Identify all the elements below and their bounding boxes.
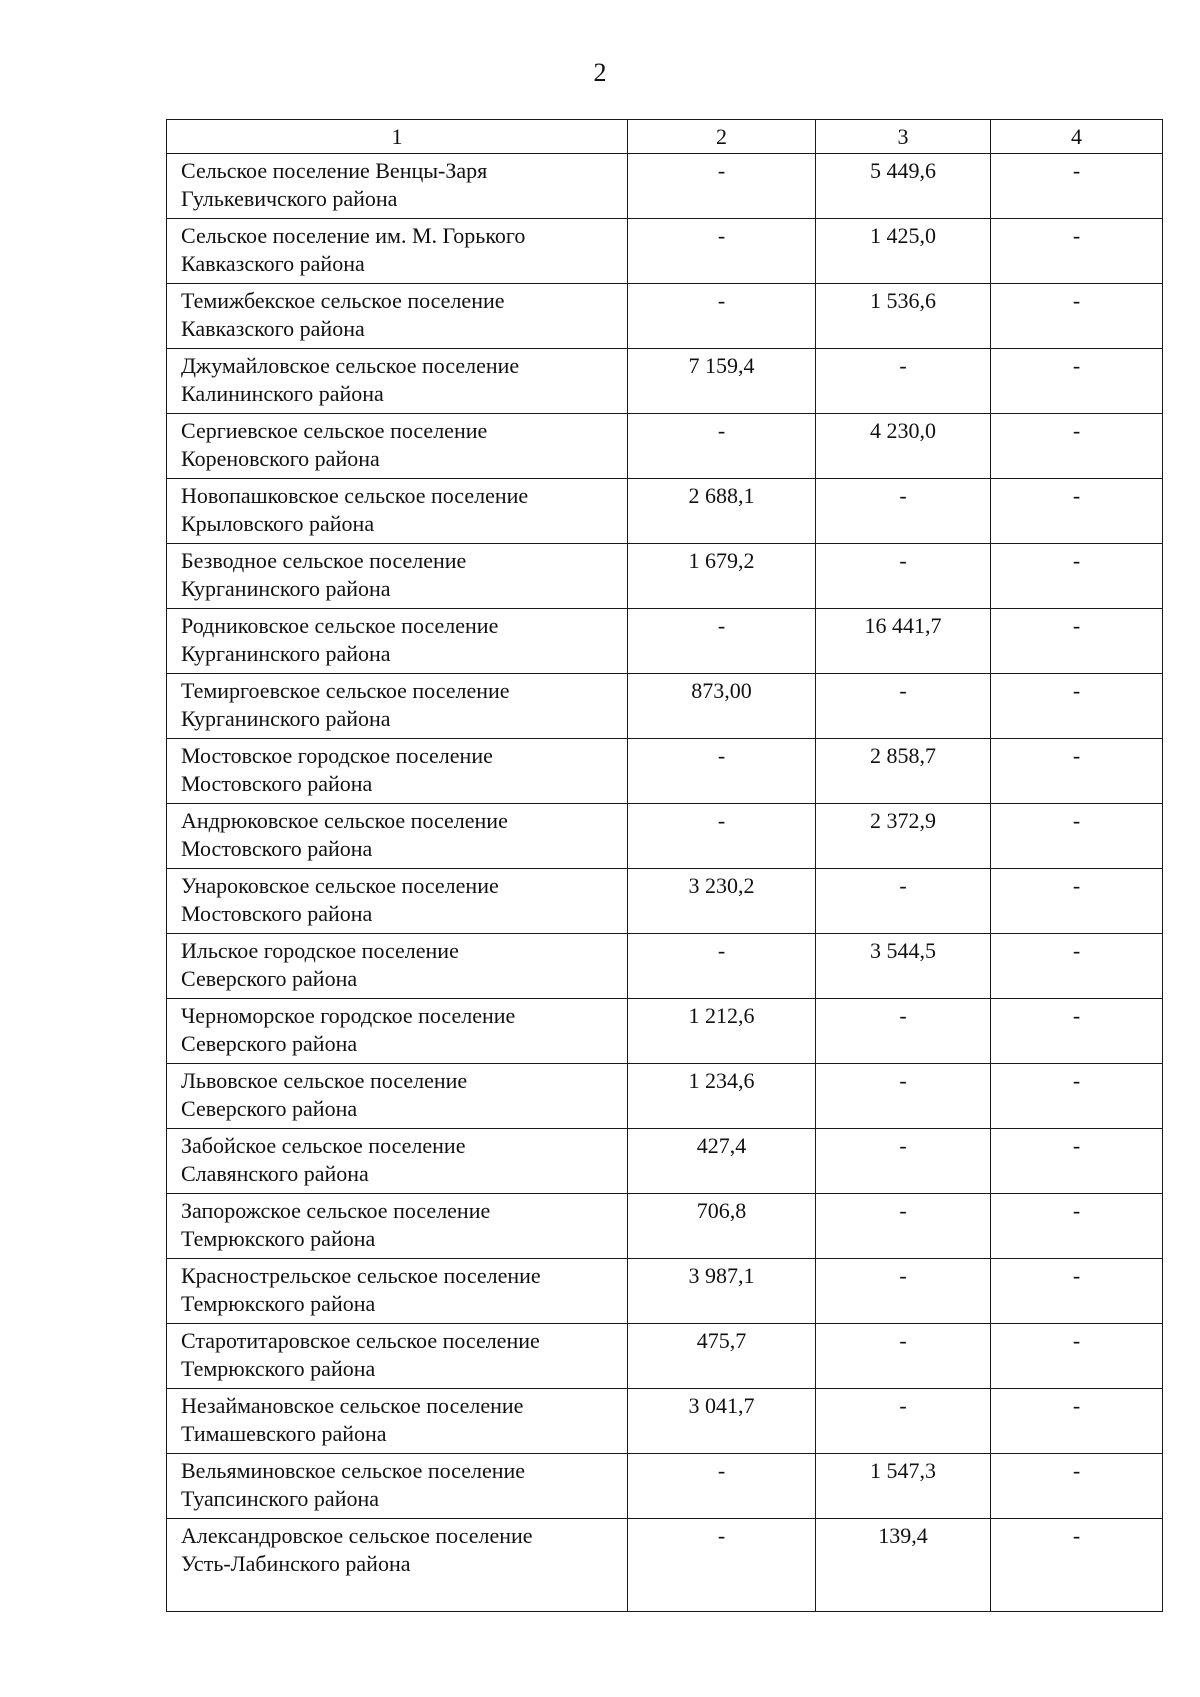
table-row bbox=[167, 1259, 1163, 1324]
settlement-name-cell bbox=[167, 869, 628, 934]
district-name: Мостовского района bbox=[181, 901, 373, 926]
settlement-name: Сергиевское сельское поселение bbox=[181, 418, 488, 443]
amount-cell-column-2: - bbox=[628, 739, 816, 804]
amount-cell-column-2: 427,4 bbox=[628, 1129, 816, 1194]
amount-cell-column-2: 7 159,4 bbox=[628, 349, 816, 414]
settlement-name: Краснострельское сельское поселение bbox=[181, 1263, 541, 1288]
district-name: Крыловского района bbox=[181, 511, 375, 536]
table-row bbox=[167, 739, 1163, 804]
amount-cell-column-4: - bbox=[991, 999, 1163, 1064]
amount-cell-column-3: 3 544,5 bbox=[816, 934, 991, 999]
table-row bbox=[167, 609, 1163, 674]
table-row bbox=[167, 349, 1163, 414]
settlement-name-cell bbox=[167, 154, 628, 219]
district-name: Калининского района bbox=[181, 381, 384, 406]
amount-cell-column-2: 1 212,6 bbox=[628, 999, 816, 1064]
amount-cell-column-2: 2 688,1 bbox=[628, 479, 816, 544]
amount-cell-column-4: - bbox=[991, 414, 1163, 479]
district-name: Туапсинского района bbox=[181, 1486, 379, 1511]
table-row bbox=[167, 804, 1163, 869]
settlement-name: Темижбекское сельское поселение bbox=[181, 288, 505, 313]
allocation-table bbox=[166, 119, 1163, 1612]
table-row bbox=[167, 544, 1163, 609]
settlement-name-cell bbox=[167, 1389, 628, 1454]
amount-cell-column-2: - bbox=[628, 804, 816, 869]
district-name: Мостовского района bbox=[181, 836, 373, 861]
amount-cell-column-4: - bbox=[991, 869, 1163, 934]
settlement-name: Черноморское городское поселение bbox=[181, 1003, 516, 1028]
amount-cell-column-3: 1 536,6 bbox=[816, 284, 991, 349]
settlement-name-cell bbox=[167, 414, 628, 479]
amount-cell-column-4: - bbox=[991, 1129, 1163, 1194]
table-row bbox=[167, 219, 1163, 284]
amount-cell-column-3: 16 441,7 bbox=[816, 609, 991, 674]
district-name: Темрюкского района bbox=[181, 1356, 376, 1381]
settlement-name-cell bbox=[167, 1259, 628, 1324]
settlement-name: Темиргоевское сельское поселение bbox=[181, 678, 510, 703]
table-row bbox=[167, 1389, 1163, 1454]
amount-cell-column-4: - bbox=[991, 154, 1163, 219]
amount-cell-column-3: 139,4 bbox=[816, 1519, 991, 1612]
table-row bbox=[167, 674, 1163, 739]
settlement-name-cell bbox=[167, 1519, 628, 1612]
amount-cell-column-2: 475,7 bbox=[628, 1324, 816, 1389]
amount-cell-column-2: 706,8 bbox=[628, 1194, 816, 1259]
amount-cell-column-3: - bbox=[816, 479, 991, 544]
settlement-name-cell bbox=[167, 479, 628, 544]
amount-cell-column-3: - bbox=[816, 544, 991, 609]
amount-cell-column-3: 2 858,7 bbox=[816, 739, 991, 804]
column-header: 4 bbox=[991, 120, 1163, 154]
amount-cell-column-3: - bbox=[816, 1389, 991, 1454]
table-row bbox=[167, 1064, 1163, 1129]
district-name: Курганинского района bbox=[181, 706, 391, 731]
amount-cell-column-4: - bbox=[991, 609, 1163, 674]
settlement-name-cell bbox=[167, 804, 628, 869]
settlement-name-cell bbox=[167, 1064, 628, 1129]
settlement-name: Родниковское сельское поселение bbox=[181, 613, 499, 638]
column-header: 3 bbox=[816, 120, 991, 154]
settlement-name-cell bbox=[167, 219, 628, 284]
amount-cell-column-3: - bbox=[816, 674, 991, 739]
settlement-name-cell bbox=[167, 934, 628, 999]
settlement-name-cell bbox=[167, 1324, 628, 1389]
settlement-name-cell bbox=[167, 609, 628, 674]
amount-cell-column-2: - bbox=[628, 219, 816, 284]
settlement-name-cell bbox=[167, 739, 628, 804]
table-row bbox=[167, 1129, 1163, 1194]
district-name: Мостовского района bbox=[181, 771, 373, 796]
amount-cell-column-4: - bbox=[991, 1259, 1163, 1324]
column-header: 2 bbox=[628, 120, 816, 154]
amount-cell-column-4: - bbox=[991, 739, 1163, 804]
district-name: Кореновского района bbox=[181, 446, 380, 471]
amount-cell-column-2: - bbox=[628, 154, 816, 219]
amount-cell-column-4: - bbox=[991, 1519, 1163, 1612]
district-name: Северского района bbox=[181, 966, 358, 991]
district-name: Темрюкского района bbox=[181, 1291, 376, 1316]
district-name: Гулькевичского района bbox=[181, 186, 398, 211]
table-row bbox=[167, 999, 1163, 1064]
settlement-name: Львовское сельское поселение bbox=[181, 1068, 468, 1093]
amount-cell-column-2: 1 234,6 bbox=[628, 1064, 816, 1129]
settlement-name: Старотитаровское сельское поселение bbox=[181, 1328, 540, 1353]
amount-cell-column-2: - bbox=[628, 414, 816, 479]
amount-cell-column-4: - bbox=[991, 1064, 1163, 1129]
amount-cell-column-3: 1 547,3 bbox=[816, 1454, 991, 1519]
settlement-name-cell bbox=[167, 1194, 628, 1259]
settlement-name: Александровское сельское поселение bbox=[181, 1523, 533, 1548]
settlement-name: Новопашковское сельское поселение bbox=[181, 483, 529, 508]
table-header-row bbox=[167, 120, 1163, 154]
settlement-name: Сельское поселение Венцы-Заря bbox=[181, 158, 488, 183]
district-name: Северского района bbox=[181, 1031, 358, 1056]
amount-cell-column-2: - bbox=[628, 1519, 816, 1612]
amount-cell-column-3: - bbox=[816, 1259, 991, 1324]
amount-cell-column-2: 3 230,2 bbox=[628, 869, 816, 934]
district-name: Северского района bbox=[181, 1096, 358, 1121]
amount-cell-column-4: - bbox=[991, 544, 1163, 609]
amount-cell-column-4: - bbox=[991, 284, 1163, 349]
amount-cell-column-3: - bbox=[816, 1194, 991, 1259]
amount-cell-column-2: 1 679,2 bbox=[628, 544, 816, 609]
settlement-name: Джумайловское сельское поселение bbox=[181, 353, 520, 378]
amount-cell-column-3: 2 372,9 bbox=[816, 804, 991, 869]
amount-cell-column-3: - bbox=[816, 1324, 991, 1389]
settlement-name-cell bbox=[167, 1129, 628, 1194]
settlement-name: Андрюковское сельское поселение bbox=[181, 808, 508, 833]
amount-cell-column-4: - bbox=[991, 1324, 1163, 1389]
amount-cell-column-3: 1 425,0 bbox=[816, 219, 991, 284]
column-header: 1 bbox=[167, 120, 628, 154]
amount-cell-column-4: - bbox=[991, 674, 1163, 739]
amount-cell-column-3: - bbox=[816, 1129, 991, 1194]
table-row bbox=[167, 1454, 1163, 1519]
amount-cell-column-3: - bbox=[816, 349, 991, 414]
amount-cell-column-2: 3 987,1 bbox=[628, 1259, 816, 1324]
amount-cell-column-2: - bbox=[628, 1454, 816, 1519]
table-row bbox=[167, 1194, 1163, 1259]
table-row bbox=[167, 934, 1163, 999]
amount-cell-column-4: - bbox=[991, 804, 1163, 869]
settlement-name: Незаймановское сельское поселение bbox=[181, 1393, 524, 1418]
settlement-name: Унароковское сельское поселение bbox=[181, 873, 499, 898]
settlement-name: Запорожское сельское поселение bbox=[181, 1198, 491, 1223]
amount-cell-column-2: 873,00 bbox=[628, 674, 816, 739]
settlement-name-cell bbox=[167, 1454, 628, 1519]
district-name: Курганинского района bbox=[181, 641, 391, 666]
amount-cell-column-3: 4 230,0 bbox=[816, 414, 991, 479]
table-body bbox=[167, 154, 1163, 1612]
amount-cell-column-3: - bbox=[816, 1064, 991, 1129]
district-name: Темрюкского района bbox=[181, 1226, 376, 1251]
settlement-name: Вельяминовское сельское поселение bbox=[181, 1458, 526, 1483]
district-name: Курганинского района bbox=[181, 576, 391, 601]
amount-cell-column-2: - bbox=[628, 934, 816, 999]
amount-cell-column-4: - bbox=[991, 1389, 1163, 1454]
district-name: Кавказского района bbox=[181, 316, 365, 341]
district-name: Тимашевского района bbox=[181, 1421, 387, 1446]
amount-cell-column-4: - bbox=[991, 1454, 1163, 1519]
amount-cell-column-3: 5 449,6 bbox=[816, 154, 991, 219]
settlement-name: Мостовское городское поселение bbox=[181, 743, 493, 768]
amount-cell-column-3: - bbox=[816, 869, 991, 934]
settlement-name-cell bbox=[167, 284, 628, 349]
table-row bbox=[167, 869, 1163, 934]
table-row bbox=[167, 284, 1163, 349]
amount-cell-column-4: - bbox=[991, 219, 1163, 284]
settlement-name-cell bbox=[167, 999, 628, 1064]
table-row bbox=[167, 414, 1163, 479]
settlement-name-cell bbox=[167, 544, 628, 609]
settlement-name: Сельское поселение им. М. Горького bbox=[181, 223, 526, 248]
district-name: Кавказского района bbox=[181, 251, 365, 276]
settlement-name-cell bbox=[167, 674, 628, 739]
district-name: Усть-Лабинского района bbox=[181, 1551, 411, 1576]
settlement-name: Ильское городское поселение bbox=[181, 938, 459, 963]
table-row bbox=[167, 479, 1163, 544]
amount-cell-column-2: - bbox=[628, 284, 816, 349]
table-row bbox=[167, 1324, 1163, 1389]
settlement-name: Забойское сельское поселение bbox=[181, 1133, 466, 1158]
settlement-name: Безводное сельское поселение bbox=[181, 548, 467, 573]
table-row bbox=[167, 1519, 1163, 1612]
amount-cell-column-4: - bbox=[991, 349, 1163, 414]
page-number: 2 bbox=[593, 58, 607, 87]
table-row bbox=[167, 154, 1163, 219]
district-name: Славянского района bbox=[181, 1161, 369, 1186]
settlement-name-cell bbox=[167, 349, 628, 414]
amount-cell-column-2: 3 041,7 bbox=[628, 1389, 816, 1454]
amount-cell-column-3: - bbox=[816, 999, 991, 1064]
amount-cell-column-4: - bbox=[991, 1194, 1163, 1259]
amount-cell-column-4: - bbox=[991, 934, 1163, 999]
amount-cell-column-2: - bbox=[628, 609, 816, 674]
amount-cell-column-4: - bbox=[991, 479, 1163, 544]
